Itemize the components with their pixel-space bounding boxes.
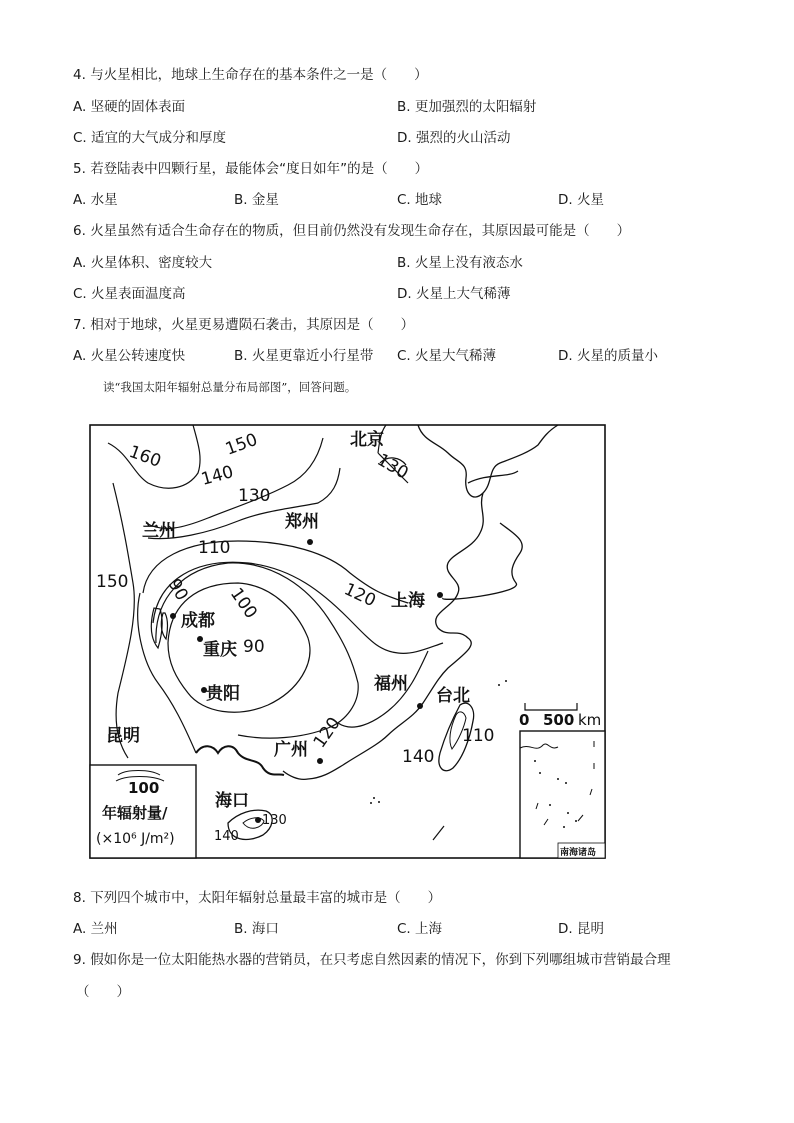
scale-value: 500: [543, 711, 575, 729]
q4-option-b[interactable]: B. 更加强烈的太阳辐射: [397, 99, 537, 115]
isoline-label-100: 100: [225, 584, 261, 623]
q5-number: 5.: [73, 161, 86, 177]
q7-option-a[interactable]: A. 火星公转速度快: [73, 348, 186, 364]
q6-stem: [73, 222, 630, 240]
city-taipei: 台北: [436, 686, 470, 706]
q5-text: 若登陆表中四颗行星，最能体会“度日如年”的是（ ）: [90, 161, 429, 177]
isoline-label-120-a: 120: [340, 579, 379, 612]
q9-text: 假如你是一位太阳能热水器的营销员，在只考虑自然因素的情况下，你到下列哪组城市营销最合理: [90, 952, 671, 968]
legend: [90, 765, 196, 858]
q6-option-a[interactable]: A. 火星体积、密度较大: [73, 255, 213, 271]
isoline-label-160: 160: [126, 441, 164, 472]
q6-option-b[interactable]: B. 火星上没有液态水: [397, 255, 523, 271]
city-chongqing: 重庆: [203, 640, 237, 660]
q8-number: 8.: [73, 890, 86, 906]
isoline-label-130-a: 130: [238, 486, 271, 506]
q4-stem: [73, 66, 428, 84]
legend-unit: (×10⁶ J/m²): [96, 831, 175, 847]
scale-zero: 0: [519, 711, 530, 729]
q4-number: 4.: [73, 67, 86, 83]
city-shanghai: 上海: [391, 591, 425, 611]
south-china-sea-inset: [520, 731, 605, 858]
q7-stem: [73, 316, 414, 334]
isoline-label-140-b: 140: [402, 747, 435, 767]
map-intro: 读“我国太阳年辐射总量分布局部图”，回答问题。: [103, 380, 357, 394]
inset-label: 南海诸岛: [560, 848, 597, 858]
q4-text: 与火星相比，地球上生命存在的基本条件之一是（ ）: [90, 67, 428, 83]
q9-number: 9.: [73, 952, 86, 968]
scale-unit: km: [578, 711, 602, 729]
city-fuzhou: 福州: [374, 674, 408, 694]
q4-option-c[interactable]: C. 适宜的大气成分和厚度: [73, 130, 227, 146]
city-kunming: 昆明: [106, 726, 140, 746]
q4-option-a[interactable]: A. 坚硬的固体表面: [73, 99, 186, 115]
isoline-label-140: 140: [199, 462, 236, 490]
isoline-label-150-b: 150: [96, 572, 129, 592]
q4-option-d[interactable]: D. 强烈的火山活动: [397, 130, 511, 146]
q9-stem: [73, 951, 671, 969]
q5-stem: [73, 160, 428, 178]
q7-text: 相对于地球，火星更易遭陨石袭击，其原因是（ ）: [90, 317, 415, 333]
isoline-label-110: 110: [198, 538, 231, 558]
isoline-label-90-b: 90: [243, 637, 265, 657]
q7-option-c[interactable]: C. 火星大气稀薄: [397, 348, 497, 364]
isoline-label-140-c: 140: [214, 829, 239, 844]
legend-title: 年辐射量/: [102, 804, 168, 822]
q5-option-d[interactable]: D. 火星: [558, 192, 604, 208]
q5-option-b[interactable]: B. 金星: [234, 192, 279, 208]
city-beijing: 北京: [350, 430, 384, 450]
q8-text: 下列四个城市中，太阳年辐射总量最丰富的城市是（ ）: [90, 890, 442, 906]
city-chengdu: 成都: [181, 611, 215, 631]
isoline-label-130-b: 130: [373, 450, 412, 484]
q5-option-a[interactable]: A. 水星: [73, 192, 118, 208]
q7-option-d[interactable]: D. 火星的质量小: [558, 348, 658, 364]
isoline-label-130-c: 130: [262, 813, 287, 828]
isoline-label-150: 150: [222, 429, 261, 460]
city-lanzhou: 兰州: [142, 521, 176, 541]
q8-option-b[interactable]: B. 海口: [234, 921, 279, 937]
city-zhengzhou: 郑州: [285, 512, 319, 532]
q6-option-c[interactable]: C. 火星表面温度高: [73, 286, 186, 302]
q5-option-c[interactable]: C. 地球: [397, 192, 443, 208]
q8-option-d[interactable]: D. 昆明: [558, 921, 604, 937]
isoline-label-90-a: 90: [163, 575, 192, 605]
q8-option-c[interactable]: C. 上海: [397, 921, 443, 937]
legend-sample: 100: [128, 779, 160, 797]
q6-number: 6.: [73, 223, 86, 239]
q7-number: 7.: [73, 317, 86, 333]
q7-option-b[interactable]: B. 火星更靠近小行星带: [234, 348, 374, 364]
solar-radiation-map: [88, 423, 608, 861]
q6-option-d[interactable]: D. 火星上大气稀薄: [397, 286, 511, 302]
q8-option-a[interactable]: A. 兰州: [73, 921, 118, 937]
city-guiyang: 贵阳: [206, 684, 240, 704]
isoline-label-110-b: 110: [462, 726, 495, 746]
city-haikou: 海口: [215, 791, 249, 811]
q8-stem: [73, 889, 441, 907]
city-guangzhou: 广州: [274, 740, 308, 760]
q6-text: 火星虽然有适合生命存在的物质，但目前仍然没有发现生命存在，其原因最可能是（ ）: [90, 223, 631, 239]
isoline-label-120-b: 120: [309, 713, 345, 752]
q9-answer-bracket: （ ）: [76, 984, 130, 1000]
